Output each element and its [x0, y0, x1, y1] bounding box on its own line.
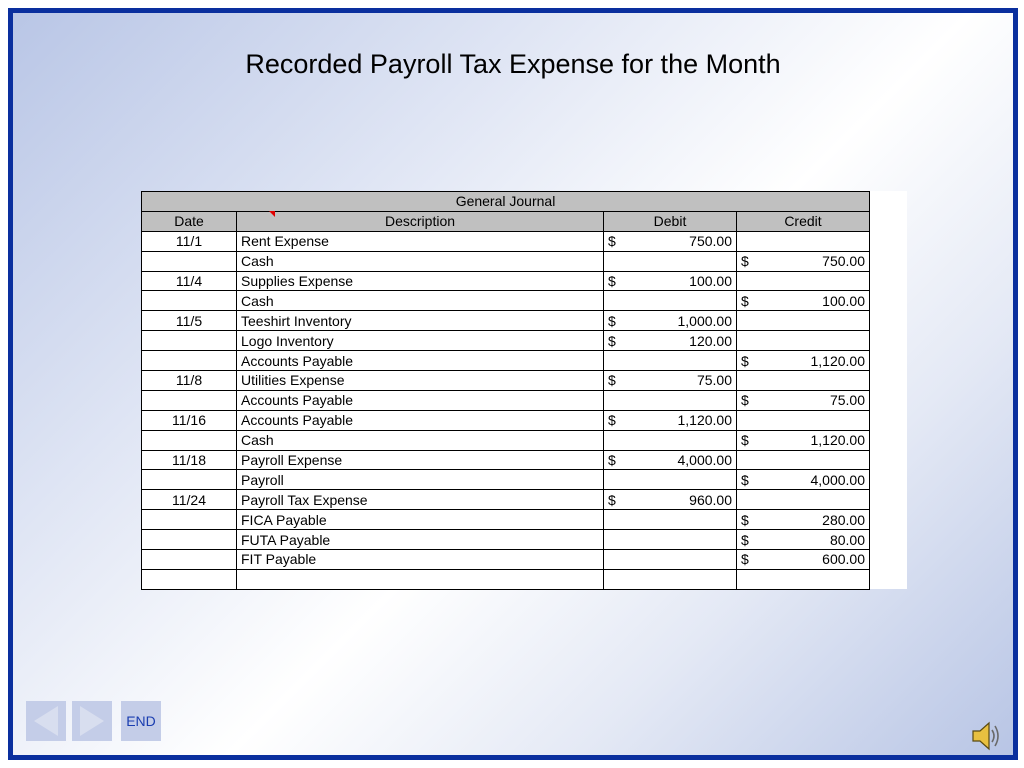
entry-date — [142, 530, 237, 550]
entry-debit — [604, 390, 737, 410]
entry-credit — [737, 430, 870, 450]
speaker-icon[interactable] — [971, 719, 1001, 753]
journal-row — [142, 470, 870, 490]
journal-row — [142, 510, 870, 530]
entry-description: Accounts Payable — [237, 351, 604, 371]
entry-date: 11/1 — [142, 231, 237, 251]
journal-row — [142, 550, 870, 570]
journal-row — [142, 331, 870, 351]
column-header-description: Description — [237, 211, 604, 231]
column-header-debit: Debit — [604, 211, 737, 231]
debit-amount: 4,000.00 — [677, 452, 732, 469]
previous-slide-button[interactable] — [26, 701, 66, 741]
journal-header-row — [142, 211, 870, 231]
currency-symbol: $ — [608, 372, 616, 389]
entry-credit — [737, 450, 870, 470]
entry-date — [142, 251, 237, 271]
journal-row — [142, 450, 870, 470]
currency-symbol: $ — [741, 432, 749, 449]
entry-date: 11/16 — [142, 410, 237, 430]
currency-symbol: $ — [741, 531, 749, 548]
entry-credit — [737, 569, 870, 589]
journal-row — [142, 530, 870, 550]
triangle-right-icon — [80, 706, 104, 736]
debit-amount: 120.00 — [689, 332, 732, 349]
journal-entries — [142, 231, 870, 589]
journal-row — [142, 291, 870, 311]
entry-credit — [737, 410, 870, 430]
general-journal — [141, 191, 907, 589]
journal-row — [142, 351, 870, 371]
journal-row — [142, 251, 870, 271]
currency-symbol: $ — [608, 233, 616, 250]
entry-date: 11/24 — [142, 490, 237, 510]
entry-credit — [737, 550, 870, 570]
credit-amount: 100.00 — [822, 292, 865, 309]
journal-row — [142, 390, 870, 410]
entry-debit — [604, 271, 737, 291]
entry-credit — [737, 510, 870, 530]
entry-description: Accounts Payable — [237, 390, 604, 410]
entry-credit — [737, 231, 870, 251]
column-header-date: Date — [142, 211, 237, 231]
journal-row — [142, 569, 870, 589]
debit-amount: 100.00 — [689, 273, 732, 289]
entry-description: Cash — [237, 251, 604, 271]
debit-amount: 750.00 — [689, 233, 732, 250]
entry-credit — [737, 291, 870, 311]
currency-symbol: $ — [741, 471, 749, 488]
entry-description: Payroll Expense — [237, 450, 604, 470]
entry-credit — [737, 251, 870, 271]
entry-description: FUTA Payable — [237, 530, 604, 550]
entry-description: Cash — [237, 291, 604, 311]
currency-symbol: $ — [608, 452, 616, 469]
entry-credit — [737, 390, 870, 410]
entry-date — [142, 550, 237, 570]
entry-date — [142, 569, 237, 589]
entry-date — [142, 331, 237, 351]
slide — [8, 8, 1018, 760]
entry-description: Teeshirt Inventory — [237, 311, 604, 331]
entry-description: Utilities Expense — [237, 371, 604, 391]
currency-symbol: $ — [741, 392, 749, 409]
entry-description: Accounts Payable — [237, 410, 604, 430]
entry-date: 11/8 — [142, 371, 237, 391]
entry-description: Supplies Expense — [237, 271, 604, 291]
currency-symbol: $ — [608, 412, 616, 429]
credit-amount: 80.00 — [829, 531, 865, 548]
entry-description: Logo Inventory — [237, 331, 604, 351]
currency-symbol: $ — [741, 511, 749, 528]
column-header-credit: Credit — [737, 211, 870, 231]
entry-debit — [604, 569, 737, 589]
debit-amount: 1,120.00 — [677, 412, 732, 429]
entry-description: FICA Payable — [237, 510, 604, 530]
entry-description: Payroll Tax Expense — [237, 490, 604, 510]
entry-date: 11/18 — [142, 450, 237, 470]
entry-debit — [604, 490, 737, 510]
entry-description: Payroll — [237, 470, 604, 490]
credit-amount: 750.00 — [822, 253, 865, 270]
triangle-left-icon — [34, 706, 58, 736]
journal-table — [141, 191, 870, 590]
credit-amount: 1,120.00 — [810, 352, 865, 369]
journal-row — [142, 311, 870, 331]
debit-amount: 75.00 — [696, 372, 732, 389]
entry-description: FIT Payable — [237, 550, 604, 570]
entry-credit — [737, 530, 870, 550]
entry-date — [142, 430, 237, 450]
entry-date — [142, 291, 237, 311]
entry-debit — [604, 371, 737, 391]
credit-amount: 4,000.00 — [810, 471, 865, 488]
journal-row — [142, 430, 870, 450]
journal-row — [142, 410, 870, 430]
credit-amount: 600.00 — [822, 551, 865, 568]
entry-debit — [604, 251, 737, 271]
journal-row — [142, 490, 870, 510]
entry-credit — [737, 271, 870, 291]
currency-symbol: $ — [741, 292, 749, 309]
next-slide-button[interactable] — [72, 701, 112, 741]
entry-debit — [604, 530, 737, 550]
entry-date: 11/4 — [142, 271, 237, 291]
entry-debit — [604, 311, 737, 331]
entry-debit — [604, 430, 737, 450]
entry-description: Cash — [237, 430, 604, 450]
currency-symbol: $ — [608, 273, 616, 289]
entry-debit — [604, 550, 737, 570]
credit-amount: 75.00 — [829, 392, 865, 409]
currency-symbol: $ — [741, 352, 749, 369]
entry-date: 11/5 — [142, 311, 237, 331]
entry-debit — [604, 351, 737, 371]
entry-debit — [604, 510, 737, 530]
journal-row — [142, 371, 870, 391]
entry-date — [142, 390, 237, 410]
debit-amount: 1,000.00 — [677, 312, 732, 329]
journal-caption: General Journal — [142, 192, 870, 212]
entry-description — [237, 569, 604, 589]
entry-credit — [737, 371, 870, 391]
entry-date — [142, 351, 237, 371]
entry-date — [142, 510, 237, 530]
comment-indicator-icon[interactable] — [269, 211, 275, 217]
journal-row — [142, 271, 870, 291]
currency-symbol: $ — [608, 491, 616, 508]
entry-credit — [737, 331, 870, 351]
entry-credit — [737, 490, 870, 510]
journal-row — [142, 231, 870, 251]
entry-credit — [737, 351, 870, 371]
entry-date — [142, 470, 237, 490]
credit-amount: 1,120.00 — [810, 432, 865, 449]
slide-title: Recorded Payroll Tax Expense for the Month — [245, 49, 781, 79]
entry-debit — [604, 331, 737, 351]
debit-amount: 960.00 — [689, 491, 732, 508]
entry-credit — [737, 470, 870, 490]
currency-symbol: $ — [741, 551, 749, 568]
entry-debit — [604, 231, 737, 251]
currency-symbol: $ — [608, 332, 616, 349]
entry-debit — [604, 410, 737, 430]
currency-symbol: $ — [608, 312, 616, 329]
entry-credit — [737, 311, 870, 331]
credit-amount: 280.00 — [822, 511, 865, 528]
entry-description: Rent Expense — [237, 231, 604, 251]
entry-debit — [604, 450, 737, 470]
currency-symbol: $ — [741, 253, 749, 270]
entry-debit — [604, 470, 737, 490]
end-button[interactable]: END — [121, 701, 161, 741]
entry-debit — [604, 291, 737, 311]
